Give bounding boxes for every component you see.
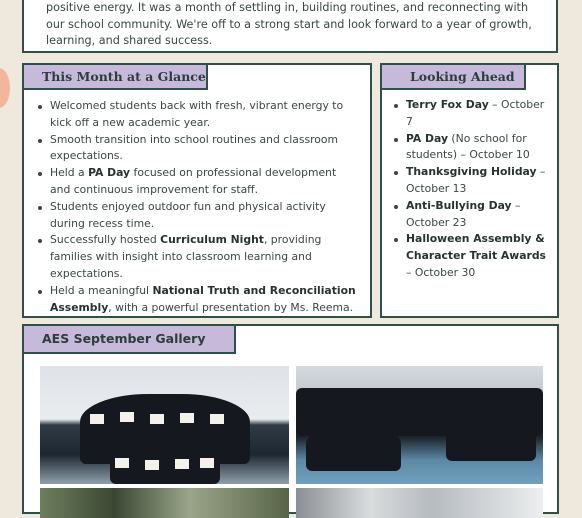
glance-item: [36, 165, 356, 199]
looking-ahead-item-bold-text: Halloween Assembly & Character Trait Awards: [406, 232, 546, 263]
glance-item: [36, 98, 356, 132]
glance-item-text: Welcomed students back with fresh, vibrant energy to kick off a new academic year.: [50, 99, 344, 129]
glance-item-text: Held a meaningful: [50, 283, 153, 297]
looking-ahead-list: [392, 97, 554, 282]
looking-ahead-item-bold-text: Terry Fox Day: [406, 98, 489, 111]
looking-ahead-title: Looking Ahead: [380, 63, 526, 90]
looking-ahead-item: [392, 97, 554, 131]
looking-ahead-item: [392, 131, 554, 165]
glance-item: [36, 283, 356, 317]
glance-item-text: Held a: [50, 166, 89, 180]
looking-ahead-section: [380, 63, 559, 318]
looking-ahead-item-text: – October 13: [406, 165, 546, 195]
looking-ahead-item-bold-text: PA Day: [406, 131, 448, 145]
glance-item: [36, 232, 356, 282]
looking-ahead-item-text: (No school for students) – October 10: [406, 131, 530, 162]
intro-paragraph: positive energy. It was a month of settling in, building routines, and reconnecting with our school community. We're off to a strong start and look forward to a year of growth, learning, and shared success.: [46, 1, 532, 47]
glance-item: [36, 132, 356, 166]
looking-ahead-item: [392, 231, 554, 281]
month-at-a-glance-section: [22, 63, 372, 318]
glance-list: [36, 98, 356, 316]
looking-ahead-item-bold-text: Anti-Bullying Day: [406, 198, 512, 212]
glance-section-title: This Month at a Glance: [22, 63, 208, 90]
gallery-photo-students-certificates: [40, 366, 289, 484]
gallery-photo-outdoor: [40, 488, 289, 518]
glance-item-text: Smooth transition into school routines and classroom expectations.: [50, 132, 339, 163]
looking-ahead-item-text: – October 30: [406, 265, 476, 279]
intro-section: [22, 0, 558, 53]
looking-ahead-item: [392, 198, 554, 232]
glance-item-bold-text: Curriculum Night: [160, 233, 264, 247]
looking-ahead-item-text: – October 23: [406, 198, 521, 229]
glance-item: [36, 199, 356, 233]
glance-item-bold-text: PA Day: [88, 166, 131, 180]
glance-item-text: , with a powerful presentation by Ms. Reema.: [108, 300, 354, 314]
looking-ahead-item-text: – October 7: [406, 98, 545, 128]
glance-item-text: , providing families with insight into classroom learning and expectations.: [50, 233, 322, 280]
decorative-circle: [0, 68, 10, 108]
gallery-photo-student-assembly: [296, 366, 543, 484]
gallery-photo-hallway: [296, 488, 543, 518]
looking-ahead-item-bold-text: Thanksgiving Holiday: [406, 165, 537, 179]
glance-item-text: Students enjoyed outdoor fun and physical activity during recess time.: [50, 199, 326, 230]
glance-item-text: Successfully hosted: [50, 233, 161, 247]
gallery-title: AES September Gallery: [22, 324, 236, 354]
looking-ahead-item: [392, 164, 554, 198]
glance-item-bold-text: National Truth and Reconciliation Assembly: [50, 283, 356, 314]
glance-item-text: focused on professional development and continuous improvement for staff.: [50, 166, 337, 196]
gallery-section: [22, 324, 559, 514]
